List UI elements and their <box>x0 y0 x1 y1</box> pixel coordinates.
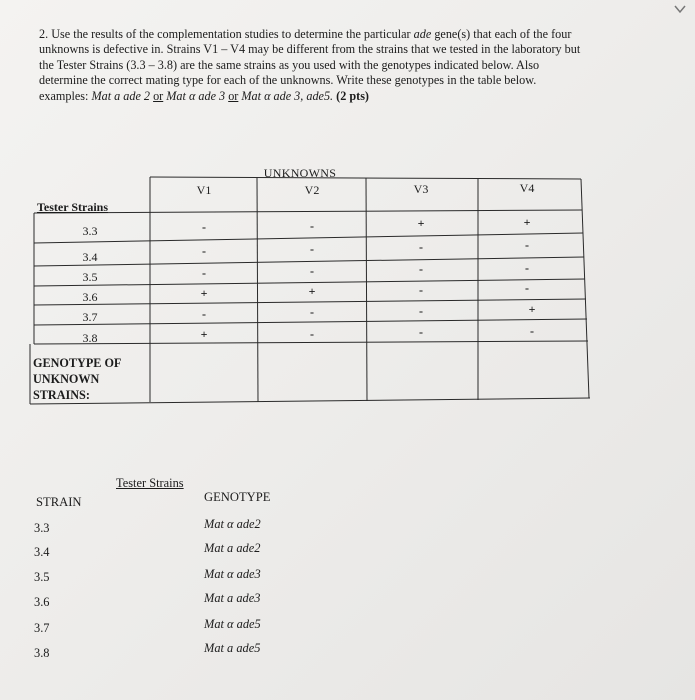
table-cell: + <box>200 327 208 341</box>
table-cell: + <box>417 216 425 230</box>
list-item-strain: 3.6 <box>34 595 50 609</box>
table-cell: + <box>523 215 531 229</box>
row-label: 3.7 <box>82 310 98 324</box>
column-header-v1: V1 <box>196 183 212 197</box>
table-cell: - <box>202 307 206 321</box>
column-header-v2: V2 <box>304 183 320 197</box>
unknowns-label: UNKNOWNS <box>263 166 337 180</box>
list-item-genotype: Mat α ade5 <box>204 617 261 631</box>
table-cell: + <box>308 284 316 298</box>
table-cell: - <box>525 238 529 252</box>
list-item-genotype: Mat a ade3 <box>204 591 261 605</box>
list-item-genotype: Mat α ade3 <box>204 567 261 581</box>
list-item-genotype: Mat α ade2 <box>204 517 261 531</box>
table-cell: - <box>419 240 423 254</box>
table-cell: - <box>202 244 206 258</box>
row-label: 3.5 <box>82 270 98 284</box>
table-cell: - <box>525 281 529 295</box>
list-item-genotype: Mat a ade5 <box>204 641 261 655</box>
list-item-strain: 3.8 <box>34 646 50 660</box>
tester-strains-title: Tester Strains <box>116 476 184 490</box>
row-label: 3.8 <box>82 331 98 345</box>
list-item-strain: 3.3 <box>34 521 50 535</box>
column-header-v4: V4 <box>519 181 535 195</box>
table-cell: - <box>419 283 423 297</box>
question-examples: examples: Mat a ade 2 or Mat α ade 3 or Mat α ade 3, ade5. (2 pts) <box>39 88 369 103</box>
table-cell: - <box>202 220 206 234</box>
question-line-4: determine the correct mating type for each of the unknowns. Write these genotypes in the table below. <box>39 73 537 88</box>
row-label: 3.6 <box>82 290 98 304</box>
list-item-strain: 3.7 <box>34 621 50 635</box>
table-cell: - <box>419 325 423 339</box>
table-cell: - <box>419 262 423 276</box>
question-line-1: 2. Use the results of the complementation studies to determine the particular ade gene(s) that each of the four <box>39 27 572 41</box>
tester-strains-header: Tester Strains <box>37 200 109 214</box>
genotype-header: GENOTYPE <box>204 490 271 504</box>
table-cell: - <box>310 264 314 278</box>
column-header-v3: V3 <box>413 182 429 196</box>
strain-header: STRAIN <box>36 495 82 509</box>
list-item-genotype: Mat a ade2 <box>204 541 261 555</box>
question-line-2: unknowns is defective in. Strains V1 – V4 may be different from the strains that we tested in the laboratory but <box>39 42 581 57</box>
table-cell: - <box>525 261 529 275</box>
question-line-3: the Tester Strains (3.3 – 3.8) are the same strains as you used with the genotypes indicated below. Also <box>39 57 540 72</box>
table-cell: - <box>310 305 314 319</box>
table-cell: - <box>419 304 423 318</box>
row-label: 3.3 <box>82 224 98 238</box>
list-item-strain: 3.5 <box>34 570 50 584</box>
table-cell: + <box>528 302 536 316</box>
table-cell: - <box>202 266 206 280</box>
table-cell: - <box>310 219 314 233</box>
table-cell: - <box>530 324 534 338</box>
table-cell: - <box>310 327 314 341</box>
table-cell: + <box>200 286 208 300</box>
genotype-of-unknown-label: GENOTYPE OF UNKNOWN STRAINS: <box>33 356 122 402</box>
table-cell: - <box>310 242 314 256</box>
row-label: 3.4 <box>82 250 98 264</box>
list-item-strain: 3.4 <box>34 545 50 559</box>
